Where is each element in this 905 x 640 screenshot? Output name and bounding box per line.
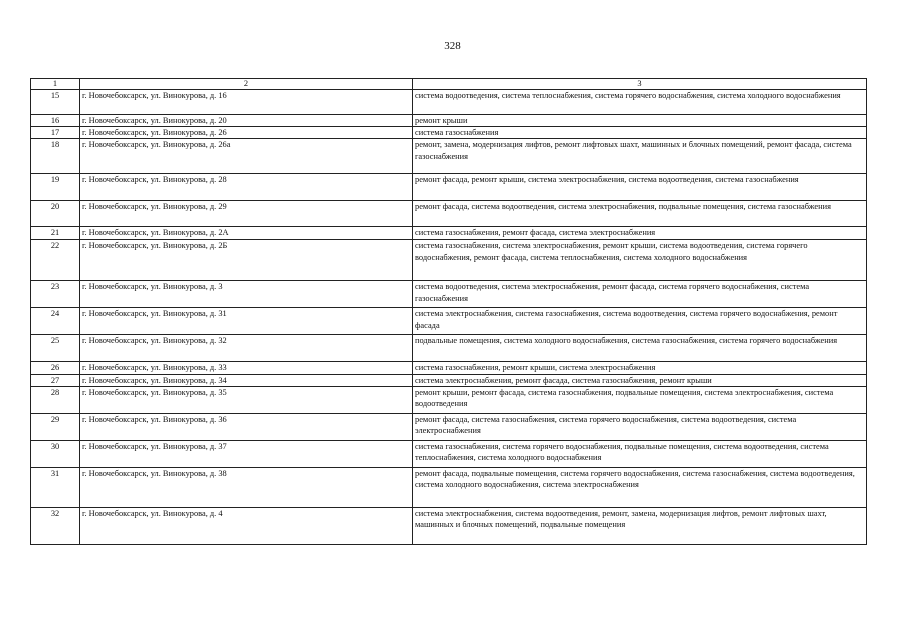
- row-work-types: ремонт крыши: [413, 115, 867, 127]
- row-work-types: система электроснабжения, система водоотведения, ремонт, замена, модернизация лифтов, ремонт лифтовых шахт, машинных и блочных помещений, подвальные помещения: [413, 507, 867, 544]
- row-work-types: система газоснабжения, система электроснабжения, ремонт крыши, система водоотведения, система горячего водоснабжения, ремонт фасада, система теплоснабжения, система холодного водоснабжения: [413, 240, 867, 281]
- table-row: [31, 467, 867, 507]
- table-row: [31, 440, 867, 467]
- table-row: [31, 174, 867, 201]
- row-number: 18: [31, 139, 80, 174]
- row-work-types: система водоотведения, система теплоснабжения, система горячего водоснабжения, система холодного водоснабжения: [413, 90, 867, 115]
- row-address: г. Новочебоксарск, ул. Винокурова, д. 26а: [80, 139, 413, 174]
- row-number: 25: [31, 335, 80, 362]
- row-work-types: система газоснабжения, ремонт фасада, система электроснабжения: [413, 227, 867, 240]
- row-address: г. Новочебоксарск, ул. Винокурова, д. 37: [80, 440, 413, 467]
- table-row: [31, 335, 867, 362]
- table-row: [31, 139, 867, 174]
- row-address: г. Новочебоксарск, ул. Винокурова, д. 29: [80, 201, 413, 227]
- table-row: [31, 386, 867, 413]
- address-work-table: [30, 78, 867, 545]
- row-address: г. Новочебоксарск, ул. Винокурова, д. 31: [80, 308, 413, 335]
- page-number: 328: [444, 40, 461, 52]
- row-address: г. Новочебоксарск, ул. Винокурова, д. 35: [80, 386, 413, 413]
- row-work-types: система электроснабжения, система газоснабжения, система водоотведения, система горячего водоснабжения, ремонт фасада: [413, 308, 867, 335]
- row-number: 28: [31, 386, 80, 413]
- header-column-3: 3: [413, 79, 867, 90]
- row-work-types: система электроснабжения, ремонт фасада, система газоснабжения, ремонт крыши: [413, 374, 867, 386]
- row-address: г. Новочебоксарск, ул. Винокурова, д. 36: [80, 413, 413, 440]
- row-number: 24: [31, 308, 80, 335]
- row-address: г. Новочебоксарск, ул. Винокурова, д. 3: [80, 281, 413, 308]
- row-number: 21: [31, 227, 80, 240]
- row-number: 30: [31, 440, 80, 467]
- row-work-types: подвальные помещения, система холодного водоснабжения, система газоснабжения, система горячего водоснабжения: [413, 335, 867, 362]
- table-row: [31, 201, 867, 227]
- row-address: г. Новочебоксарск, ул. Винокурова, д. 4: [80, 507, 413, 544]
- row-work-types: ремонт фасада, система газоснабжения, система горячего водоснабжения, система водоотведения, система электроснабжения: [413, 413, 867, 440]
- row-work-types: ремонт, замена, модернизация лифтов, ремонт лифтовых шахт, машинных и блочных помещений, ремонт фасада, система газоснабжения: [413, 139, 867, 174]
- row-number: 17: [31, 127, 80, 139]
- row-address: г. Новочебоксарск, ул. Винокурова, д. 38: [80, 467, 413, 507]
- row-address: г. Новочебоксарск, ул. Винокурова, д. 33: [80, 362, 413, 374]
- table-row: [31, 374, 867, 386]
- row-address: г. Новочебоксарск, ул. Винокурова, д. 32: [80, 335, 413, 362]
- table-row: [31, 362, 867, 374]
- row-address: г. Новочебоксарск, ул. Винокурова, д. 2А: [80, 227, 413, 240]
- header-column-1: 1: [31, 79, 80, 90]
- table-row: [31, 240, 867, 281]
- row-number: 23: [31, 281, 80, 308]
- table-row: [31, 308, 867, 335]
- row-number: 22: [31, 240, 80, 281]
- row-number: 20: [31, 201, 80, 227]
- table-row: [31, 507, 867, 544]
- header-column-2: 2: [80, 79, 413, 90]
- table-row: [31, 413, 867, 440]
- row-number: 19: [31, 174, 80, 201]
- row-work-types: система газоснабжения, система горячего водоснабжения, подвальные помещения, система водоотведения, система теплоснабжения, система холодного водоснабжения: [413, 440, 867, 467]
- table-row: [31, 90, 867, 115]
- row-address: г. Новочебоксарск, ул. Винокурова, д. 34: [80, 374, 413, 386]
- row-work-types: ремонт фасада, ремонт крыши, система электроснабжения, система водоотведения, система газоснабжения: [413, 174, 867, 201]
- row-number: 27: [31, 374, 80, 386]
- row-work-types: ремонт фасада, подвальные помещения, система горячего водоснабжения, система газоснабжения, система водоотведения, система холодного водоснабжения, система электроснабжения: [413, 467, 867, 507]
- table-row: [31, 115, 867, 127]
- row-work-types: ремонт фасада, система водоотведения, система электроснабжения, подвальные помещения, система газоснабжения: [413, 201, 867, 227]
- row-number: 26: [31, 362, 80, 374]
- row-number: 31: [31, 467, 80, 507]
- row-work-types: система водоотведения, система электроснабжения, ремонт фасада, система горячего водоснабжения, система газоснабжения: [413, 281, 867, 308]
- row-number: 16: [31, 115, 80, 127]
- table-row: [31, 281, 867, 308]
- table-header-row: [31, 79, 867, 90]
- table-row: [31, 227, 867, 240]
- row-address: г. Новочебоксарск, ул. Винокурова, д. 26: [80, 127, 413, 139]
- table-row: [31, 127, 867, 139]
- row-address: г. Новочебоксарск, ул. Винокурова, д. 28: [80, 174, 413, 201]
- row-address: г. Новочебоксарск, ул. Винокурова, д. 2Б: [80, 240, 413, 281]
- row-work-types: система газоснабжения, ремонт крыши, система электроснабжения: [413, 362, 867, 374]
- row-number: 29: [31, 413, 80, 440]
- row-address: г. Новочебоксарск, ул. Винокурова, д. 20: [80, 115, 413, 127]
- row-address: г. Новочебоксарск, ул. Винокурова, д. 16: [80, 90, 413, 115]
- row-work-types: система газоснабжения: [413, 127, 867, 139]
- row-number: 32: [31, 507, 80, 544]
- row-number: 15: [31, 90, 80, 115]
- row-work-types: ремонт крыши, ремонт фасада, система газоснабжения, подвальные помещения, система электроснабжения, система водоотведения: [413, 386, 867, 413]
